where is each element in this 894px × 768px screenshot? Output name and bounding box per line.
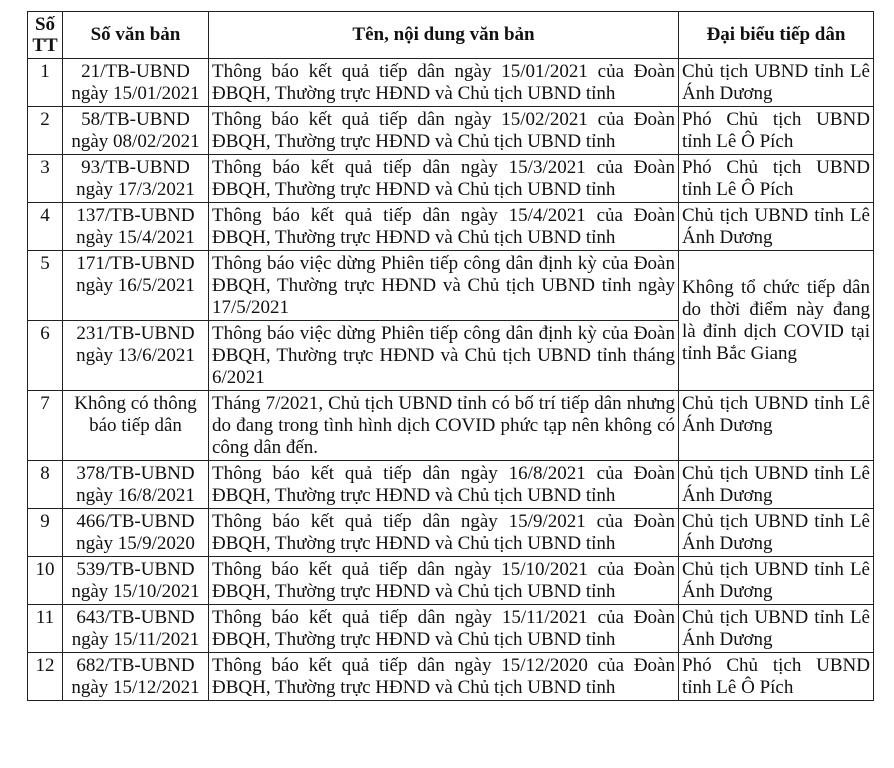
cell-noi-dung: Thông báo kết quả tiếp dân ngày 15/10/2021 của Đoàn ĐBQH, Thường trực HĐND và Chủ tịch UBND tỉnh [209, 557, 679, 605]
cell-dai-bieu: Chủ tịch UBND tỉnh Lê Ánh Dương [679, 391, 874, 461]
cell-so-van-ban [63, 605, 209, 653]
so-van-ban-date: ngày 15/4/2021 [76, 227, 195, 248]
so-van-ban-date: ngày 15/11/2021 [71, 629, 200, 650]
so-van-ban-date: ngày 08/02/2021 [71, 131, 200, 152]
cell-so-van-ban [63, 59, 209, 107]
table-row [28, 653, 874, 701]
cell-stt: 3 [28, 155, 63, 203]
cell-dai-bieu: Phó Chủ tịch UBND tỉnh Lê Ô Pích [679, 653, 874, 701]
cell-so-van-ban [63, 653, 209, 701]
table-header-row [28, 12, 874, 59]
cell-stt: 8 [28, 461, 63, 509]
table-row [28, 557, 874, 605]
header-so-van-ban: Số văn bản [63, 12, 209, 59]
so-van-ban-date: ngày 16/8/2021 [76, 485, 195, 506]
so-van-ban-number: 539/TB-UBND [76, 559, 195, 580]
cell-dai-bieu: Chủ tịch UBND tỉnh Lê Ánh Dương [679, 557, 874, 605]
cell-so-van-ban [63, 557, 209, 605]
cell-so-van-ban [63, 107, 209, 155]
cell-stt: 5 [28, 251, 63, 321]
cell-noi-dung: Thông báo kết quả tiếp dân ngày 15/3/2021 của Đoàn ĐBQH, Thường trực HĐND và Chủ tịch UBND tỉnh [209, 155, 679, 203]
cell-stt: 1 [28, 59, 63, 107]
cell-stt: 10 [28, 557, 63, 605]
so-van-ban-number: 58/TB-UBND [81, 109, 190, 130]
so-van-ban-date: báo tiếp dân [89, 415, 182, 436]
cell-noi-dung: Thông báo kết quả tiếp dân ngày 15/9/2021 của Đoàn ĐBQH, Thường trực HĐND và Chủ tịch UBND tỉnh [209, 509, 679, 557]
cell-stt: 12 [28, 653, 63, 701]
so-van-ban-date: ngày 15/9/2020 [76, 533, 195, 554]
cell-dai-bieu: Chủ tịch UBND tỉnh Lê Ánh Dương [679, 59, 874, 107]
so-van-ban-number: 682/TB-UBND [76, 655, 195, 676]
table-row [28, 461, 874, 509]
so-van-ban-number: 137/TB-UBND [76, 205, 195, 226]
cell-dai-bieu: Chủ tịch UBND tỉnh Lê Ánh Dương [679, 461, 874, 509]
so-van-ban-number: Không có thông [74, 393, 197, 414]
so-van-ban-number: 93/TB-UBND [81, 157, 190, 178]
cell-dai-bieu-merged: Không tổ chức tiếp dân do thời điểm này đang là đỉnh dịch COVID tại tỉnh Bắc Giang [679, 251, 874, 391]
cell-dai-bieu: Phó Chủ tịch UBND tỉnh Lê Ô Pích [679, 155, 874, 203]
header-stt-line1: Số [34, 14, 56, 35]
document-page [27, 11, 873, 701]
cell-noi-dung: Thông báo kết quả tiếp dân ngày 15/02/2021 của Đoàn ĐBQH, Thường trực HĐND và Chủ tịch UBND tỉnh [209, 107, 679, 155]
cell-noi-dung: Thông báo kết quả tiếp dân ngày 15/12/2020 của Đoàn ĐBQH, Thường trực HĐND và Chủ tịch UBND tỉnh [209, 653, 679, 701]
table-row [28, 59, 874, 107]
cell-dai-bieu: Chủ tịch UBND tỉnh Lê Ánh Dương [679, 509, 874, 557]
cell-so-van-ban [63, 155, 209, 203]
cell-noi-dung: Thông báo kết quả tiếp dân ngày 15/4/2021 của Đoàn ĐBQH, Thường trực HĐND và Chủ tịch UBND tỉnh [209, 203, 679, 251]
so-van-ban-number: 466/TB-UBND [76, 511, 195, 532]
table-row [28, 107, 874, 155]
so-van-ban-number: 378/TB-UBND [76, 463, 195, 484]
so-van-ban-date: ngày 15/01/2021 [71, 83, 200, 104]
cell-noi-dung: Thông báo việc dừng Phiên tiếp công dân định kỳ của Đoàn ĐBQH, Thường trực HĐND và Chủ tịch UBND tỉnh tháng 6/2021 [209, 321, 679, 391]
cell-stt: 4 [28, 203, 63, 251]
cell-noi-dung: Thông báo kết quả tiếp dân ngày 16/8/2021 của Đoàn ĐBQH, Thường trực HĐND và Chủ tịch UBND tỉnh [209, 461, 679, 509]
cell-so-van-ban [63, 391, 209, 461]
header-dai-bieu: Đại biểu tiếp dân [679, 12, 874, 59]
so-van-ban-date: ngày 17/3/2021 [76, 179, 195, 200]
cell-so-van-ban [63, 509, 209, 557]
table-row [28, 605, 874, 653]
header-stt-line2: TT [32, 35, 58, 56]
cell-noi-dung: Tháng 7/2021, Chủ tịch UBND tỉnh có bố trí tiếp dân nhưng do đang trong tình hình dịch COVID phức tạp nên không có công dân đến. [209, 391, 679, 461]
header-noi-dung: Tên, nội dung văn bản [209, 12, 679, 59]
table-row [28, 251, 874, 321]
so-van-ban-date: ngày 15/10/2021 [71, 581, 200, 602]
cell-stt: 6 [28, 321, 63, 391]
cell-stt: 11 [28, 605, 63, 653]
table-row [28, 391, 874, 461]
so-van-ban-number: 231/TB-UBND [76, 323, 195, 344]
cell-dai-bieu: Phó Chủ tịch UBND tỉnh Lê Ô Pích [679, 107, 874, 155]
cell-dai-bieu: Chủ tịch UBND tỉnh Lê Ánh Dương [679, 203, 874, 251]
header-stt [28, 12, 63, 59]
cell-noi-dung: Thông báo kết quả tiếp dân ngày 15/01/2021 của Đoàn ĐBQH, Thường trực HĐND và Chủ tịch UBND tỉnh [209, 59, 679, 107]
so-van-ban-number: 643/TB-UBND [76, 607, 195, 628]
cell-noi-dung: Thông báo kết quả tiếp dân ngày 15/11/2021 của Đoàn ĐBQH, Thường trực HĐND và Chủ tịch UBND tỉnh [209, 605, 679, 653]
cell-stt: 7 [28, 391, 63, 461]
cell-stt: 9 [28, 509, 63, 557]
table-row [28, 203, 874, 251]
so-van-ban-date: ngày 15/12/2021 [71, 677, 200, 698]
citizen-reception-table [27, 11, 874, 701]
cell-so-van-ban [63, 203, 209, 251]
cell-so-van-ban [63, 321, 209, 391]
cell-so-van-ban [63, 461, 209, 509]
table-row [28, 155, 874, 203]
table-row [28, 509, 874, 557]
so-van-ban-date: ngày 13/6/2021 [76, 345, 195, 366]
so-van-ban-number: 21/TB-UBND [81, 61, 190, 82]
cell-dai-bieu: Chủ tịch UBND tỉnh Lê Ánh Dương [679, 605, 874, 653]
so-van-ban-number: 171/TB-UBND [76, 253, 195, 274]
cell-noi-dung: Thông báo việc dừng Phiên tiếp công dân định kỳ của Đoàn ĐBQH, Thường trực HĐND và Chủ tịch UBND tỉnh ngày 17/5/2021 [209, 251, 679, 321]
cell-so-van-ban [63, 251, 209, 321]
cell-stt: 2 [28, 107, 63, 155]
so-van-ban-date: ngày 16/5/2021 [76, 275, 195, 296]
